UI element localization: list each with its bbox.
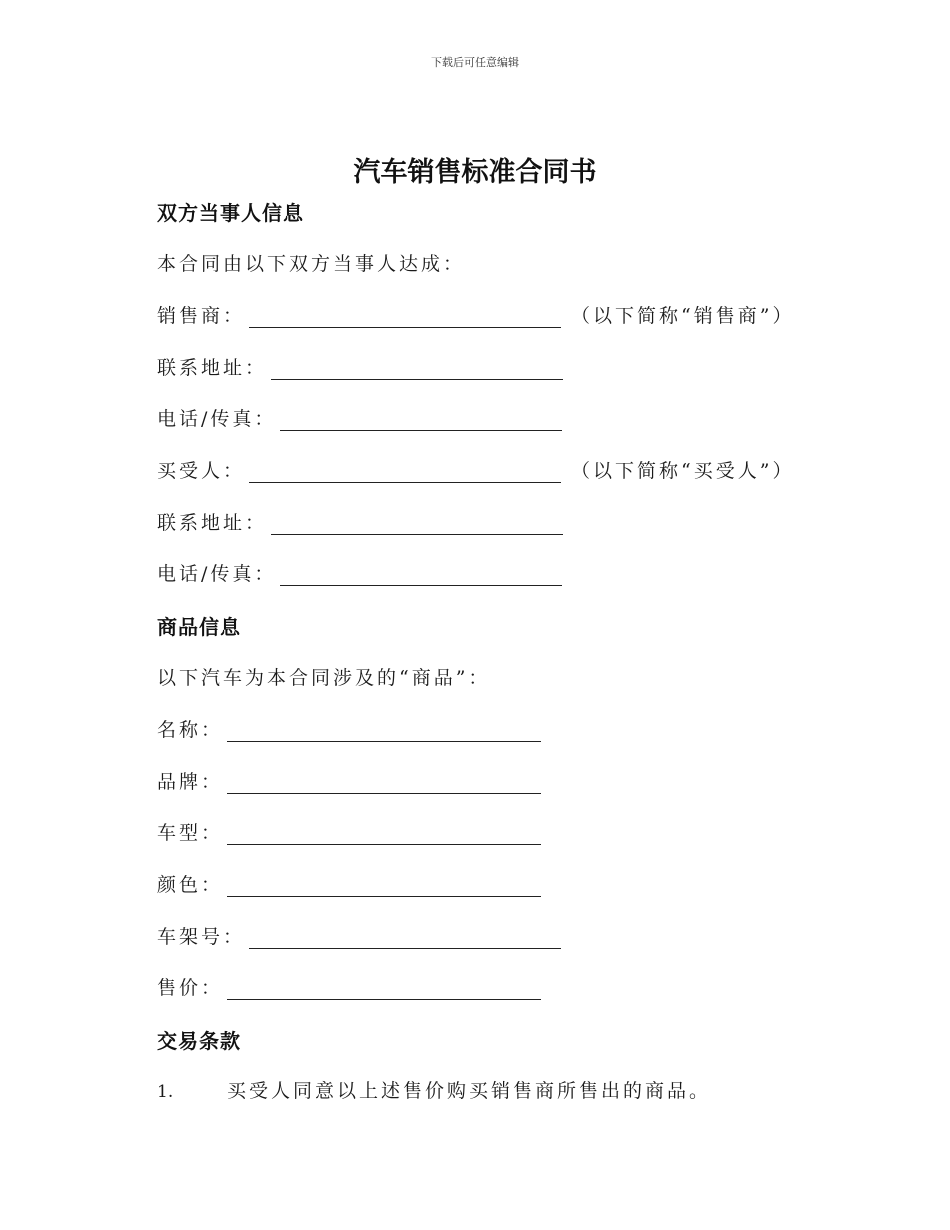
buyer-label: 买受人：: [157, 460, 246, 482]
price-label: 售价：: [157, 977, 224, 999]
buyer-row: [157, 455, 794, 483]
header-note: 下载后可任意编辑: [431, 56, 519, 69]
terms-item: [157, 1076, 711, 1104]
seller-phone-blank[interactable]: [280, 408, 562, 431]
color-label: 颜色：: [157, 874, 224, 896]
name-row: [157, 714, 541, 742]
seller-address-row: [157, 352, 563, 380]
color-blank[interactable]: [227, 874, 541, 897]
brand-row: [157, 766, 541, 794]
buyer-phone-label: 电话/传真：: [157, 563, 277, 585]
seller-address-label: 联系地址：: [157, 357, 268, 379]
brand-blank[interactable]: [227, 771, 541, 794]
document-title: 汽车销售标准合同书: [353, 157, 597, 188]
buyer-address-label: 联系地址：: [157, 512, 268, 534]
buyer-phone-blank[interactable]: [280, 563, 562, 586]
seller-blank[interactable]: [249, 305, 561, 328]
terms-item-text: 买受人同意以上述售价购买销售商所售出的商品。: [227, 1080, 712, 1102]
model-label: 车型：: [157, 822, 224, 844]
vin-blank[interactable]: [249, 926, 561, 949]
seller-label: 销售商：: [157, 305, 246, 327]
parties-intro: [157, 248, 465, 276]
seller-phone-row: [157, 403, 562, 431]
color-row: [157, 869, 541, 897]
goods-intro-text: 以下汽车为本合同涉及的“商品”：: [157, 667, 491, 689]
brand-label: 品牌：: [157, 771, 224, 793]
section-heading-parties: 双方当事人信息: [157, 201, 304, 225]
buyer-suffix: （以下简称“买受人”）: [571, 460, 795, 482]
buyer-address-blank[interactable]: [271, 512, 563, 535]
buyer-phone-row: [157, 558, 562, 586]
vin-label: 车架号：: [157, 926, 246, 948]
terms-item-number: 1.: [157, 1082, 174, 1102]
buyer-blank[interactable]: [249, 460, 561, 483]
section-heading-goods: 商品信息: [157, 615, 241, 639]
price-row: [157, 972, 541, 1000]
section-heading-terms: 交易条款: [157, 1029, 241, 1053]
vin-row: [157, 921, 561, 949]
seller-suffix: （以下简称“销售商”）: [571, 305, 795, 327]
seller-row: [157, 300, 794, 328]
parties-intro-text: 本合同由以下双方当事人达成：: [157, 253, 466, 275]
name-blank[interactable]: [227, 719, 541, 742]
model-blank[interactable]: [227, 822, 541, 845]
goods-intro: [157, 662, 490, 690]
buyer-address-row: [157, 507, 563, 535]
seller-address-blank[interactable]: [271, 357, 563, 380]
model-row: [157, 817, 541, 845]
seller-phone-label: 电话/传真：: [157, 408, 277, 430]
price-blank[interactable]: [227, 977, 541, 1000]
name-label: 名称：: [157, 719, 224, 741]
